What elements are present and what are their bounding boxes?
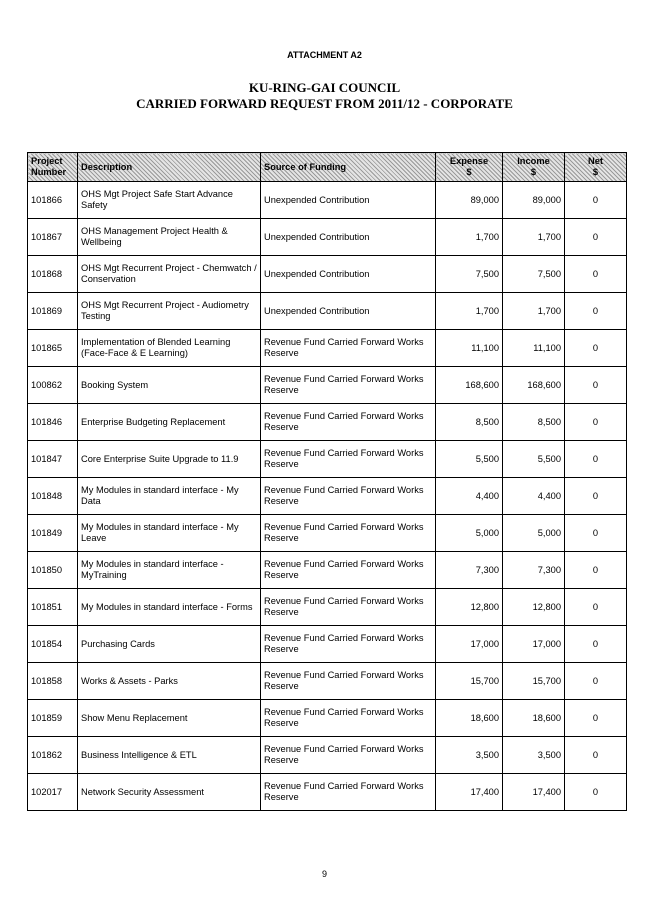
table-row [28,515,627,552]
source-of-funding-cell: Revenue Fund Carried Forward Works Reserve [261,367,436,404]
expense-cell: 17,400 [436,774,503,811]
source-of-funding-cell: Revenue Fund Carried Forward Works Reserve [261,589,436,626]
expense-cell: 5,000 [436,515,503,552]
table-row [28,737,627,774]
table-row [28,293,627,330]
expense-cell: 1,700 [436,219,503,256]
description-cell: Booking System [78,367,261,404]
income-cell: 7,500 [503,256,565,293]
project-number-cell: 101846 [28,404,78,441]
description-cell: OHS Mgt Project Safe Start Advance Safety [78,182,261,219]
table-row [28,367,627,404]
project-number-cell: 101850 [28,552,78,589]
table-header-row [28,153,627,182]
income-cell: 11,100 [503,330,565,367]
income-cell: 4,400 [503,478,565,515]
header-income-line2: $ [530,167,537,177]
description-cell: OHS Mgt Recurrent Project - Audiometry Testing [78,293,261,330]
header-net [565,153,627,182]
table-row [28,663,627,700]
table-row [28,182,627,219]
header-source-of-funding: Source of Funding [261,153,436,182]
source-of-funding-cell: Revenue Fund Carried Forward Works Reserve [261,478,436,515]
project-number-cell: 101859 [28,700,78,737]
source-of-funding-cell: Revenue Fund Carried Forward Works Reserve [261,441,436,478]
expense-cell: 15,700 [436,663,503,700]
expense-cell: 5,500 [436,441,503,478]
header-income-line1: Income [517,156,550,166]
description-cell: My Modules in standard interface - MyTraining [78,552,261,589]
header-expense [436,153,503,182]
header-project-number-line2: Number [31,167,67,177]
net-cell: 0 [565,367,627,404]
header-project-number [28,153,78,182]
expense-cell: 7,500 [436,256,503,293]
project-number-cell: 100862 [28,367,78,404]
table-row [28,330,627,367]
income-cell: 18,600 [503,700,565,737]
net-cell: 0 [565,663,627,700]
description-cell: Core Enterprise Suite Upgrade to 11.9 [78,441,261,478]
report-title: CARRIED FORWARD REQUEST FROM 2011/12 - CORPORATE [136,96,513,111]
project-number-cell: 101869 [28,293,78,330]
source-of-funding-cell: Unexpended Contribution [261,293,436,330]
net-cell: 0 [565,441,627,478]
income-cell: 5,500 [503,441,565,478]
source-of-funding-cell: Revenue Fund Carried Forward Works Reserve [261,404,436,441]
net-cell: 0 [565,774,627,811]
expense-cell: 12,800 [436,589,503,626]
income-cell: 1,700 [503,293,565,330]
net-cell: 0 [565,293,627,330]
source-of-funding-cell: Unexpended Contribution [261,182,436,219]
income-cell: 1,700 [503,219,565,256]
income-cell: 15,700 [503,663,565,700]
source-of-funding-cell: Revenue Fund Carried Forward Works Reserve [261,626,436,663]
net-cell: 0 [565,515,627,552]
header-expense-line1: Expense [449,156,489,166]
description-cell: My Modules in standard interface - My Data [78,478,261,515]
header-expense-line2: $ [466,167,472,177]
table-row [28,219,627,256]
expense-cell: 3,500 [436,737,503,774]
project-number-cell: 101851 [28,589,78,626]
income-cell: 5,000 [503,515,565,552]
source-of-funding-cell: Revenue Fund Carried Forward Works Reserve [261,737,436,774]
header-description: Description [78,153,261,182]
net-cell: 0 [565,737,627,774]
income-cell: 17,000 [503,626,565,663]
project-number-cell: 101867 [28,219,78,256]
page-number: 9 [321,869,327,879]
table-row [28,700,627,737]
expense-cell: 1,700 [436,293,503,330]
description-cell: Network Security Assessment [78,774,261,811]
source-of-funding-cell: Revenue Fund Carried Forward Works Reserve [261,330,436,367]
net-cell: 0 [565,182,627,219]
expense-cell: 4,400 [436,478,503,515]
income-cell: 168,600 [503,367,565,404]
header-net-line2: $ [592,167,599,177]
table-row [28,589,627,626]
council-title: KU-RING-GAI COUNCIL [248,80,401,95]
project-number-cell: 101862 [28,737,78,774]
net-cell: 0 [565,552,627,589]
table-row [28,256,627,293]
expense-cell: 168,600 [436,367,503,404]
net-cell: 0 [565,626,627,663]
source-of-funding-cell: Unexpended Contribution [261,219,436,256]
description-cell: Enterprise Budgeting Replacement [78,404,261,441]
project-number-cell: 101865 [28,330,78,367]
table-row [28,626,627,663]
table-row [28,404,627,441]
expense-cell: 17,000 [436,626,503,663]
income-cell: 89,000 [503,182,565,219]
project-number-cell: 101854 [28,626,78,663]
expense-cell: 11,100 [436,330,503,367]
project-number-cell: 101868 [28,256,78,293]
net-cell: 0 [565,219,627,256]
source-of-funding-cell: Revenue Fund Carried Forward Works Reserve [261,552,436,589]
net-cell: 0 [565,589,627,626]
project-number-cell: 101858 [28,663,78,700]
description-cell: OHS Management Project Health & Wellbeing [78,219,261,256]
table-row [28,478,627,515]
table-row [28,552,627,589]
income-cell: 3,500 [503,737,565,774]
project-number-cell: 101849 [28,515,78,552]
source-of-funding-cell: Unexpended Contribution [261,256,436,293]
carried-forward-table [27,152,627,811]
attachment-label: ATTACHMENT A2 [287,50,362,60]
description-cell: Business Intelligence & ETL [78,737,261,774]
net-cell: 0 [565,700,627,737]
net-cell: 0 [565,478,627,515]
project-number-cell: 102017 [28,774,78,811]
header-project-number-line1: Project [31,156,63,166]
header-net-line1: Net [588,156,603,166]
net-cell: 0 [565,404,627,441]
description-cell: My Modules in standard interface - Forms [78,589,261,626]
expense-cell: 89,000 [436,182,503,219]
expense-cell: 8,500 [436,404,503,441]
income-cell: 12,800 [503,589,565,626]
expense-cell: 7,300 [436,552,503,589]
description-cell: Implementation of Blended Learning (Face-Face & E Learning) [78,330,261,367]
project-number-cell: 101847 [28,441,78,478]
table-row [28,774,627,811]
source-of-funding-cell: Revenue Fund Carried Forward Works Reserve [261,515,436,552]
description-cell: Show Menu Replacement [78,700,261,737]
net-cell: 0 [565,330,627,367]
header-income [503,153,565,182]
net-cell: 0 [565,256,627,293]
project-number-cell: 101866 [28,182,78,219]
expense-cell: 18,600 [436,700,503,737]
source-of-funding-cell: Revenue Fund Carried Forward Works Reserve [261,700,436,737]
description-cell: Works & Assets - Parks [78,663,261,700]
income-cell: 7,300 [503,552,565,589]
description-cell: OHS Mgt Recurrent Project - Chemwatch / Conservation [78,256,261,293]
source-of-funding-cell: Revenue Fund Carried Forward Works Reserve [261,663,436,700]
description-cell: My Modules in standard interface - My Leave [78,515,261,552]
income-cell: 8,500 [503,404,565,441]
description-cell: Purchasing Cards [78,626,261,663]
table-row [28,441,627,478]
income-cell: 17,400 [503,774,565,811]
source-of-funding-cell: Revenue Fund Carried Forward Works Reserve [261,774,436,811]
project-number-cell: 101848 [28,478,78,515]
